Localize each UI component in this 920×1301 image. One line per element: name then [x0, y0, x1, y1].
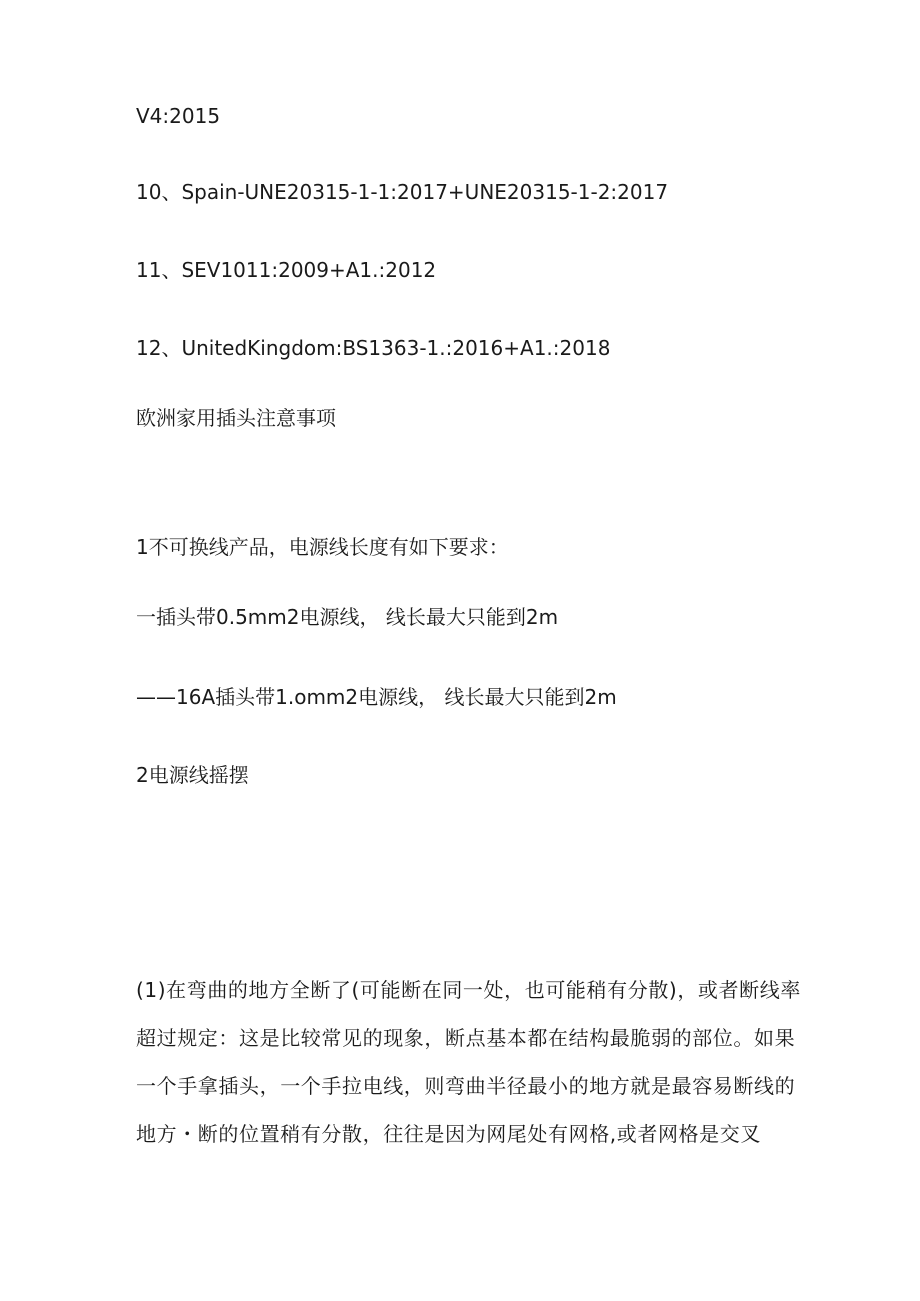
standard-line-uk: 12、UnitedKingdom:BS1363-1.:2016+A1.:2018: [136, 336, 611, 360]
paragraph-line: 一个手拿插头，一个手拉电线，则弯曲半径最小的地方就是最容易断线的: [136, 1074, 796, 1098]
paragraph-line: 超过规定：这是比较常见的现象，断点基本都在结构最脆弱的部位。如果: [136, 1026, 796, 1050]
standard-line-v4: V4:2015: [136, 104, 221, 128]
item-cable-length-requirement: 1不可换线产品，电源线长度有如下要求：: [136, 535, 509, 559]
item-cable-swing-heading: 2电源线摇摆: [136, 763, 249, 787]
item-cable-05mm2: 一插头带0.5mm2电源线， 线长最大只能到2m: [136, 605, 559, 629]
paragraph-line: 地方・断的位置稍有分散，往往是因为网尾处有网格,或者网格是交叉: [136, 1122, 761, 1146]
standard-line-spain: 10、Spain-UNE20315-1-1:2017+UNE20315-1-2:2017: [136, 180, 669, 204]
section-heading-plug-notes: 欧洲家用插头注意事项: [136, 406, 336, 430]
paragraph-line: (1)在弯曲的地方全断了(可能断在同一处，也可能稍有分散)，或者断线率: [136, 978, 801, 1002]
standard-line-sev: 11、SEV1011:2009+A1.:2012: [136, 258, 437, 282]
item-cable-16a: ——16A插头带1.omm2电源线， 线长最大只能到2m: [136, 685, 617, 709]
